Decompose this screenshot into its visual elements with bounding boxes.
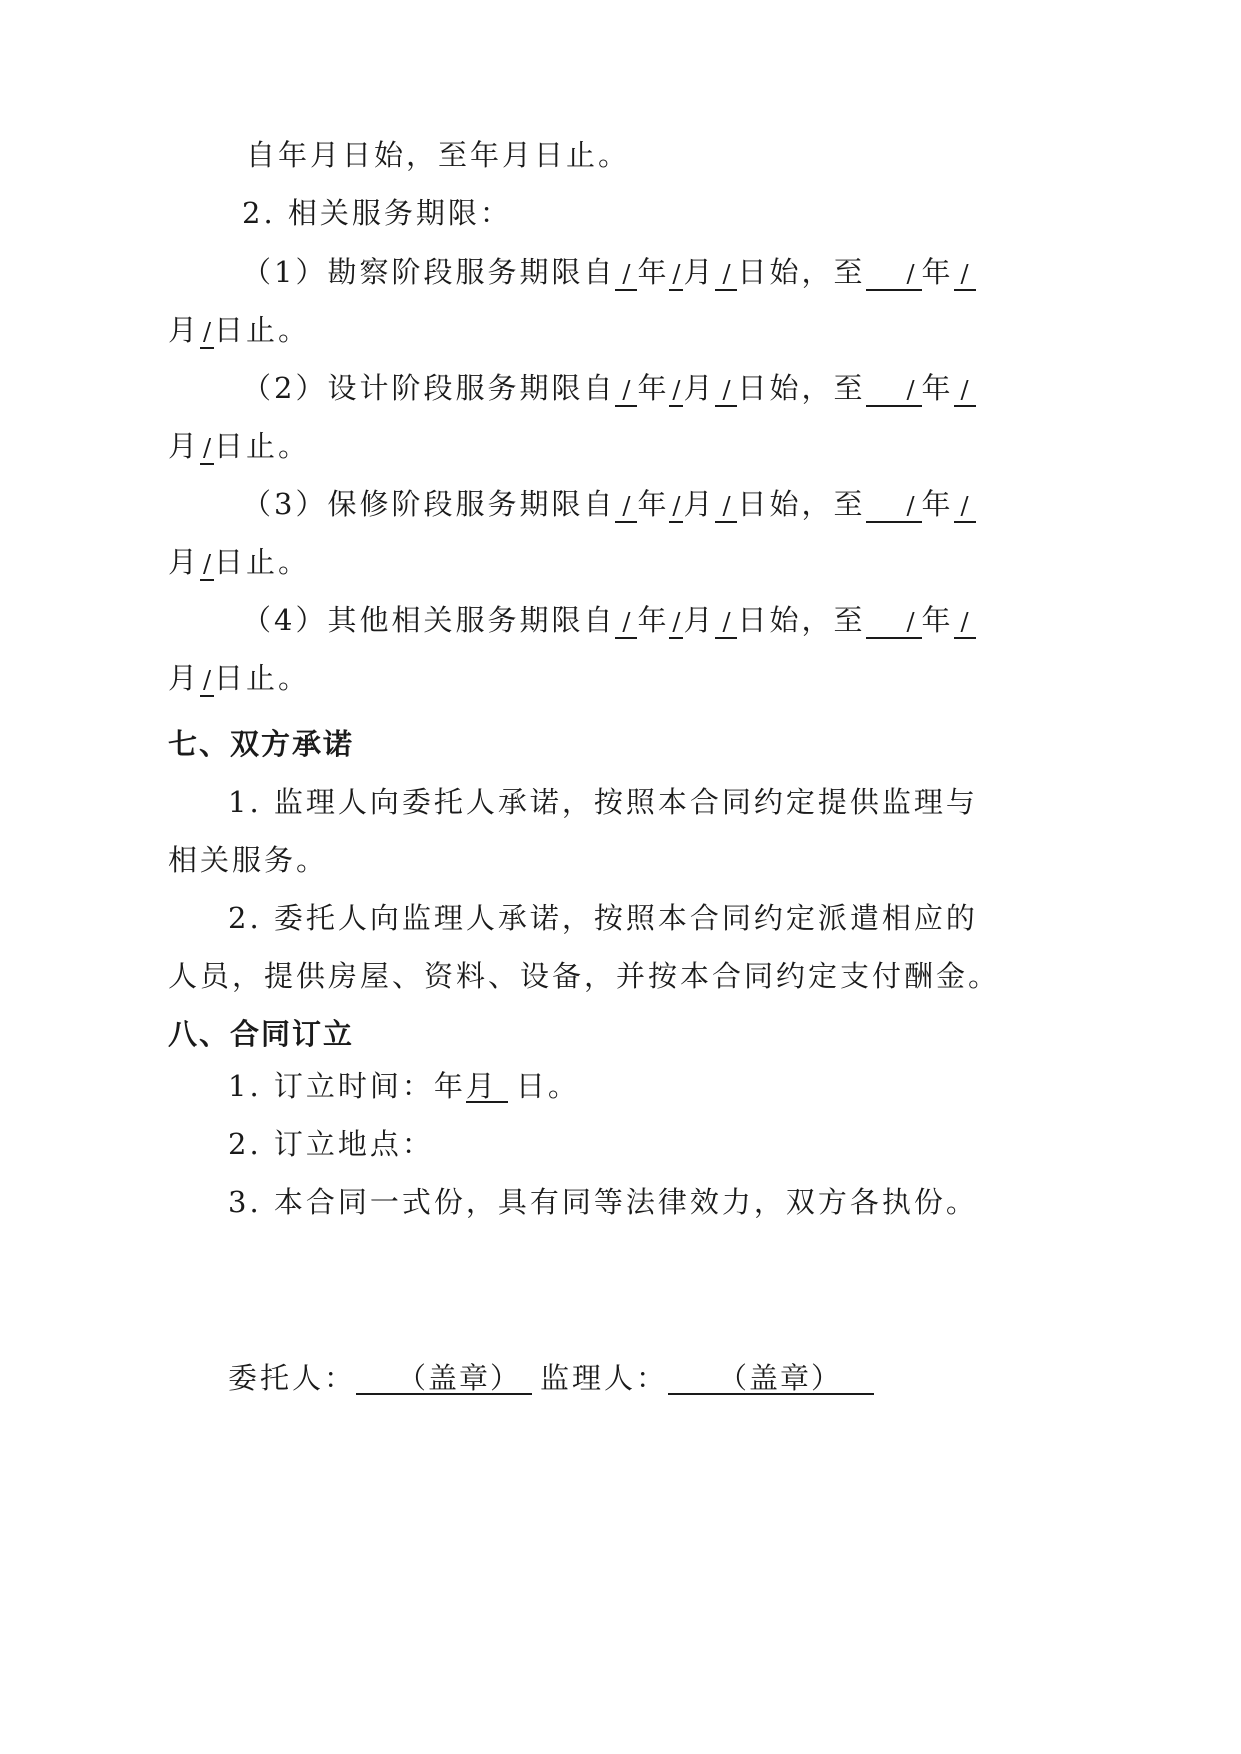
blank-day-end: /: [200, 431, 214, 465]
blank-year-start: /: [615, 373, 637, 407]
signing-place: 2. 订立地点：: [228, 1127, 434, 1161]
supervisor-seal-blank: （盖章）: [668, 1363, 874, 1395]
blank-year-start: /: [615, 257, 637, 291]
supervisor-label: 监理人：: [540, 1361, 669, 1395]
blank-year-end: /: [866, 489, 922, 523]
signature-line: [228, 1358, 874, 1398]
service-period-item-3: （3）保修阶段服务期限自 / 年 / 月 / 日始，至 / 年 /: [242, 484, 976, 524]
blank-year-start: /: [615, 605, 637, 639]
service-period-item-4-cont: 月 / 日止。: [168, 661, 311, 695]
item-lead: （4）其他相关服务期限自: [242, 603, 616, 637]
blank-month-start: /: [669, 489, 683, 523]
blank-day-start: /: [715, 605, 737, 639]
blank-month-start: /: [669, 373, 683, 407]
commitment-1: 1. 监理人向委托人承诺，按照本合同约定提供监理与: [228, 785, 978, 819]
blank-day-start: /: [715, 257, 737, 291]
blank-month-end: /: [954, 257, 976, 291]
blank-month-end: /: [954, 489, 976, 523]
item-lead: （1）勘察阶段服务期限自: [242, 255, 616, 289]
service-period-item-3-cont: 月 / 日止。: [168, 545, 311, 579]
commitment-1-cont: 相关服务。: [168, 843, 329, 877]
blank-day-end: /: [200, 315, 214, 349]
blank-day-start: /: [715, 373, 737, 407]
period-text: 自年月日始，至年月日止。: [246, 138, 631, 172]
blank-year-start: /: [615, 489, 637, 523]
item-lead: （2）设计阶段服务期限自: [242, 371, 616, 405]
blank-year-end: /: [866, 257, 922, 291]
copies-clause: 3. 本合同一式份，具有同等法律效力，双方各执份。: [228, 1185, 978, 1219]
signing-time: 1. 订立时间：年月 日。: [228, 1069, 580, 1103]
blank-day-start: /: [715, 489, 737, 523]
service-period-item-2: （2）设计阶段服务期限自 / 年 / 月 / 日始，至 / 年 /: [242, 368, 976, 408]
blank-year-end: /: [866, 605, 922, 639]
service-period-item-2-cont: 月 / 日止。: [168, 429, 311, 463]
item-lead: （3）保修阶段服务期限自: [242, 487, 616, 521]
related-service-period-heading: 2. 相关服务期限：: [242, 196, 512, 230]
blank-month-start: /: [669, 257, 683, 291]
section-8-heading: 八、合同订立: [168, 1017, 355, 1051]
commitment-2-cont: 人员，提供房屋、资料、设备，并按本合同约定支付酬金。: [168, 959, 1001, 993]
blank-day-end: /: [200, 547, 214, 581]
blank-year-end: /: [866, 373, 922, 407]
commitment-2: 2. 委托人向监理人承诺，按照本合同约定派遣相应的: [228, 901, 978, 935]
blank-day-end: /: [200, 663, 214, 697]
blank-month-end: /: [954, 605, 976, 639]
service-period-item-4: （4）其他相关服务期限自 / 年 / 月 / 日始，至 / 年 /: [242, 600, 976, 640]
service-period-item-1-cont: 月 / 日止。: [168, 313, 311, 347]
blank-month-end: /: [954, 373, 976, 407]
client-label: 委托人：: [228, 1361, 357, 1395]
service-period-item-1: （1）勘察阶段服务期限自 / 年 / 月 / 日始，至 / 年 /: [242, 252, 976, 292]
blank-month-start: /: [669, 605, 683, 639]
client-seal-blank: （盖章）: [356, 1363, 532, 1395]
blank-signing-month: 月: [466, 1071, 508, 1103]
section-7-heading: 七、双方承诺: [168, 727, 355, 761]
